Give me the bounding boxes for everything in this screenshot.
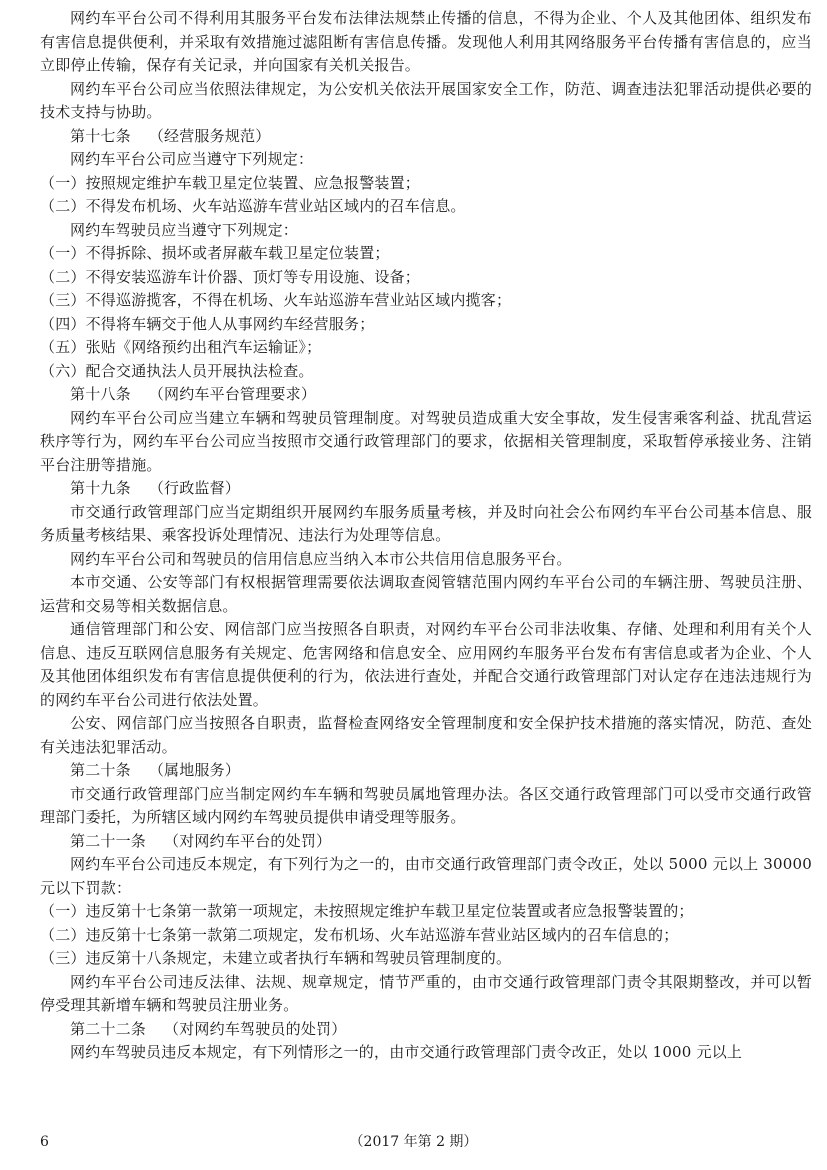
list-item: （三）不得巡游揽客，不得在机场、火车站巡游车营业站区域内揽客； — [40, 291, 512, 309]
body-paragraph: 网约车驾驶员应当遵守下列规定： — [70, 220, 299, 239]
list-item: （六）配合交通执法人员开展执法检查。 — [40, 361, 314, 380]
list-item: （二）违反第十七条第一款第二项规定，发布机场、火车站巡游车营业站区域内的召车信息的； — [40, 925, 679, 944]
issue-label: （2017 年第 2 期） — [349, 1134, 478, 1150]
body-paragraph: 网约车平台公司应当依照法律规定，为公安机关依法开展国家安全工作，防范、调查违法犯罪活动提供必要的技术支持与协助。 — [40, 79, 812, 121]
article-title: （对网约车驾驶员的处罚） — [164, 1019, 347, 1038]
article-number: 第十八条 — [70, 385, 131, 403]
body-paragraph: 网约车平台公司不得利用其服务平台发布法律法规禁止传播的信息，不得为企业、个人及其他团体、组织发布有害信息提供便利，并采取有效措施过滤阻断有害信息传播。发现他人利用其网络服务平台传播有害信息的，应当立即停止传输，保存有关记录，并向国家有关机关报告。 — [40, 9, 812, 74]
article-heading — [40, 830, 812, 854]
list-item: （三）违反第十八条规定，未建立或者执行车辆和驾驶员管理制度的。 — [40, 949, 512, 967]
list-item: （一）不得拆除、损坏或者屏蔽车载卫星定位装置； — [40, 244, 390, 262]
article-number: 第十九条 — [70, 479, 131, 497]
list-item: （四）不得将车辆交于他人从事网约车经营服务； — [40, 314, 375, 333]
article-number: 第二十条 — [70, 761, 131, 779]
body-paragraph: 市交通行政管理部门应当定期组织开展网约车服务质量考核，并及时向社会公布网约车平台公司基本信息、服务质量考核结果、乘客投诉处理情况、违法行为处理等信息。 — [40, 502, 812, 544]
body-paragraph: 网约车平台公司应当建立车辆和驾驶员管理制度。对驾驶员造成重大安全事故，发生侵害乘客利益、扰乱营运秩序等行为，网约车平台公司应当按照市交通行政管理部门的要求，依据相关管理制度，采取暂停承接业务、注销平台注册等措施。 — [40, 408, 812, 474]
body-paragraph: 本市交通、公安等部门有权根据管理需要依法调取查阅管辖范围内网约车平台公司的车辆注册、驾驶员注册、运营和交易等相关数据信息。 — [40, 573, 812, 615]
article-heading — [40, 125, 812, 149]
body-paragraph: 网约车平台公司违反本规定，有下列行为之一的，由市交通行政管理部门责令改正，处以 5000 元以上 30000 元以下罚款： — [40, 855, 812, 897]
article-number: 第十七条 — [70, 126, 131, 145]
body-paragraph: 网约车平台公司应当遵守下列规定： — [70, 150, 314, 168]
body-paragraph: 公安、网信部门应当按照各自职责，监督检查网络安全管理制度和安全保护技术措施的落实情况，防范、查处有关违法犯罪活动。 — [40, 714, 812, 756]
article-title: （对网约车平台的处罚） — [164, 831, 332, 850]
body-paragraph: 通信管理部门和公安、网信部门应当按照各自职责，对网约车平台公司非法收集、存储、处理和利用有关个人信息、违反互联网信息服务有关规定、危害网络和信息安全、应用网约车服务平台发布有害信息或者为企业、个人及其他团体组织发布有害信息提供便利的行为，依法进行查处，并配合交通行政管理部门对认定存在违法违规行为的网约车平台公司进行依法处置。 — [40, 620, 812, 709]
list-item: （二）不得发布机场、火车站巡游车营业站区域内的召车信息。 — [40, 197, 466, 215]
article-heading — [40, 1018, 812, 1042]
article-number: 第二十二条 — [70, 1019, 147, 1038]
page-number: 6 — [40, 1134, 49, 1150]
list-item: （一）按照规定维护车载卫星定位装置、应急报警装置； — [40, 173, 421, 192]
document-body — [40, 7, 812, 1065]
list-item: （五）张贴《网络预约出租汽车运输证》； — [40, 338, 322, 356]
body-paragraph: 网约车平台公司和驾驶员的信用信息应当纳入本市公共信用信息服务平台。 — [70, 549, 572, 568]
body-paragraph: 市交通行政管理部门应当制定网约车车辆和驾驶员属地管理办法。各区交通行政管理部门可以受市交通行政管理部门委托，为所辖区域内网约车驾驶员提供申请受理等服务。 — [40, 784, 812, 826]
article-title: （行政监督） — [148, 479, 241, 497]
body-paragraph: 网约车平台公司违反法律、法规、规章规定，情节严重的，由市交通行政管理部门责令其限期整改，并可以暂停受理其新增车辆和驾驶员注册业务。 — [40, 972, 812, 1014]
article-title: （属地服务） — [148, 761, 241, 779]
article-heading — [40, 477, 812, 501]
body-paragraph: 网约车驾驶员违反本规定，有下列情形之一的，由市交通行政管理部门责令改正，处以 1000 元以上 — [70, 1043, 743, 1061]
list-item: （一）违反第十七条第一款第一项规定，未按照规定维护车载卫星定位装置或者应急报警装置的； — [40, 902, 694, 920]
article-heading — [40, 759, 812, 783]
list-item: （二）不得安装巡游车计价器、顶灯等专用设施、设备； — [40, 267, 421, 286]
article-title: （经营服务规范） — [148, 126, 271, 145]
article-number: 第二十一条 — [70, 831, 147, 850]
article-title: （网约车平台管理要求） — [148, 385, 317, 403]
article-heading — [40, 383, 812, 407]
